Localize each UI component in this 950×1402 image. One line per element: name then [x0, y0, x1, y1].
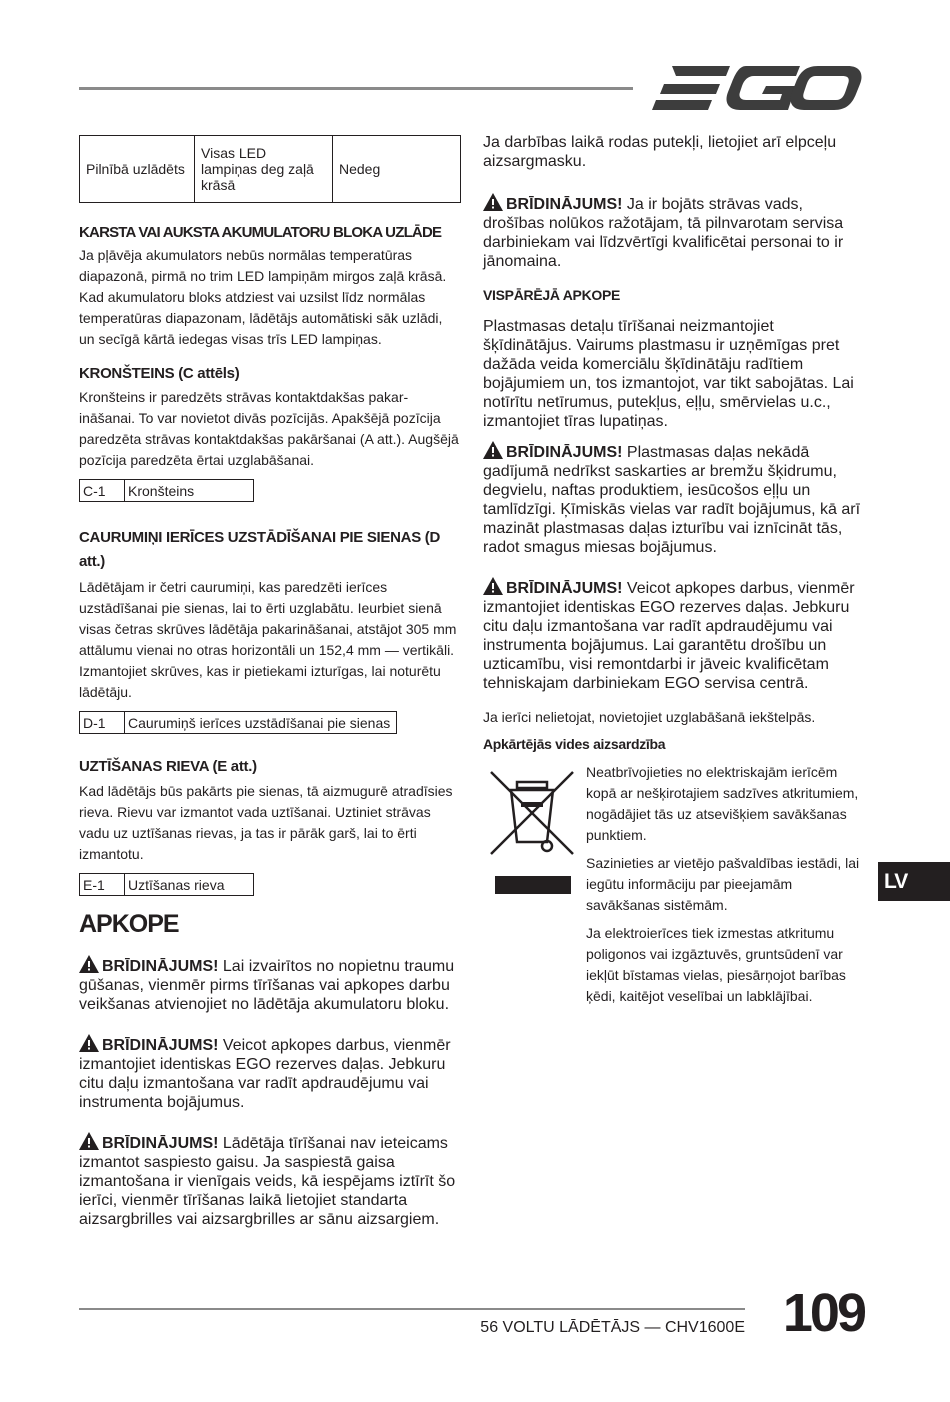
page-section-title: APKOPE: [79, 910, 179, 938]
warning-label: BRĪDINĀJUMS!: [102, 958, 219, 975]
warning-icon: [79, 1034, 99, 1052]
label-text: Caurumiņš ierīces uzstādīšanai pie sienas: [125, 712, 397, 734]
charge-status-table: [79, 135, 461, 203]
section-title: VISPĀRĒJĀ APKOPE: [483, 287, 621, 303]
section-body: Lādētājam ir četri caurumiņi, kas paredzēti ierīces uzstādīšanai pie sienas, lai to ērti uzglabātu. Ieurbiet sienā visas četras skrūves lādētāja pakarināšanai, atstājot 305 mm attālumu vienai no otras horizontāli un 152,4 mm — vertikāli. Izmantojiet skrūves, kas ir pietiekami izturīgas, lai noturētu lādētāju.: [79, 579, 457, 700]
warning-text: Ja ir bojāts strāvas vads, drošības nolūkos ražotājam, tā pilnvarotam servisa darbiniekam vai līdzvērtīgi kvalificētai personai to ir jānomaina.: [483, 196, 844, 270]
warning-text: Veicot apkopes darbus, vienmēr izmantojiet identiskas EGO rezerves daļas. Jebkuru citu daļu izmantošana var radīt apdraudējumu vai instrumenta bojājumus.: [79, 1037, 451, 1111]
right-column: [483, 133, 863, 1007]
paragraph: Ja ierīci nelietojat, novietojiet uzglabāšanā iekštelpās.: [483, 709, 816, 725]
warning-icon: [483, 577, 503, 595]
table-row: [80, 136, 461, 203]
warning-label: BRĪDINĀJUMS!: [102, 1037, 219, 1054]
warning-icon: [79, 955, 99, 973]
environment-text: [586, 762, 863, 1007]
header-rule: [79, 87, 633, 90]
paragraph: Ja elektroierīces tiek izmestas atkritumu poligonos vai izgāztuvēs, gruntsūdenī var iekļūt bīstamas vielas, piesārņojot barības ķēdi, kaitējot veselībai un labklājībai.: [586, 925, 846, 1004]
table-cell: Visas LED lampiņas deg zaļā krāsā: [195, 136, 333, 203]
warning-icon: [79, 1132, 99, 1150]
footer-rule: [79, 1308, 745, 1310]
paragraph: Ja darbības laikā rodas putekļi, lietojiet arī elpceļu aizsargmasku.: [483, 134, 837, 170]
warning-paragraph: [79, 955, 461, 1014]
warning-text: Plastmasas daļas nekādā gadījumā nedrīkst saskarties ar bremžu šķidrumu, degvielu, naftas produktiem, iesūcošos eļļu un tamlīdzīgi. Ķīmiskās vielas var radīt bojājumus, kā arī mazināt plastmasas daļas izturību vai iznīcināt tās, radot smagus miesas bojājumus.: [483, 444, 861, 556]
warning-icon: [483, 193, 503, 211]
language-tab: LV: [878, 862, 950, 901]
section-title: Apkārtējās vides aizsardzība: [483, 736, 666, 752]
warning-paragraph: [483, 577, 863, 693]
footer-title: 56 VOLTU LĀDĒTĀJS — CHV1600E: [480, 1319, 745, 1336]
warning-paragraph: [483, 441, 863, 557]
table-cell: Pilnībā uzlādēts: [80, 136, 195, 203]
crossed-bin-icon: [489, 770, 577, 896]
warning-text: Lai izvairītos no nopietnu traumu gūšanas, vienmēr pirms tīrīšanas vai apkopes darbu veikšanas atvienojiet no lādētāja akumulatoru bloku.: [79, 958, 455, 1013]
ego-logo: [650, 64, 862, 112]
environment-icon-area: [483, 762, 586, 1007]
warning-label: BRĪDINĀJUMS!: [102, 1135, 219, 1152]
section-title: KRONŠTEINS (C attēls): [79, 365, 240, 382]
section-title: KARSTA VAI AUKSTA AKUMULATORU BLOKA UZLĀDE: [79, 224, 442, 241]
section-title: CAURUMIŅI IERĪCES UZSTĀDĪŠANAI PIE SIENAS (D att.): [79, 529, 440, 570]
label-code: C-1: [80, 480, 125, 502]
section-body: Kad lādētājs būs pakārts pie sienas, tā aizmugurē atradīsies rieva. Rievu var izmantot vada uztīšanai. Uztiniet strāvas vadu uz uztīšanas rievas, ja tas ir pārāk garš, lai to ērti izmantotu.: [79, 783, 453, 862]
paragraph: Neatbrīvojieties no elektriskajām ierīcēm kopā ar nešķirotajiem sadzīves atkritumiem, nogādājiet tās uz atsevišķiem savākšanas punktiem.: [586, 764, 859, 843]
section-body: Ja pļāvēja akumulators nebūs normālas temperatūras diapazonā, pirmā no trim LED lampiņām mirgos zaļā krāsā. Kad akumulatoru bloks atdziest vai uzsilst līdz normālas temperatūras diapazonam, lādētājs automātiski sāk uzlādi, un secīgā kārtā iedegas visas trīs LED lampiņas.: [79, 247, 447, 347]
figure-label-table: [79, 711, 397, 734]
figure-label-table: [79, 479, 254, 502]
paragraph: Sazinieties ar vietējo pašvaldības iestādi, lai iegūtu informāciju par pieejamām savākšanas sistēmām.: [586, 855, 860, 913]
page-number: 109: [782, 1283, 864, 1343]
paragraph: Plastmasas detaļu tīrīšanai neizmantojiet šķīdinātājus. Vairums plastmasu ir uzņēmīgas pret dažāda veida komerciālu šķīdinātāju radītiem bojājumiem un, tos izmantojot, var tikt sabojātas. Lai notīrītu netīrumus, putekļus, eļļu, smērvielas u.c., izmantojiet tīras lupatiņas.: [483, 318, 854, 430]
warning-text: Lādētāja tīrīšanai nav ieteicams izmantot saspiesto gaisu. Ja saspiestā gaisa izmantošana ir vienīgais veids, kā iespējams iztīrīt šo ierīci, vienmēr tīrīšanas laikā lietojiet standarta aizsargbrilles vai aizsargbrilles ar sānu aizsargiem.: [79, 1135, 456, 1228]
left-column: [79, 135, 461, 1229]
warning-paragraph: [79, 1132, 461, 1229]
table-cell: Nedeg: [333, 136, 461, 203]
label-text: Uztīšanas rieva: [125, 874, 254, 896]
warning-label: BRĪDINĀJUMS!: [506, 580, 623, 597]
section-title: UZTĪŠANAS RIEVA (E att.): [79, 758, 257, 775]
label-text: Kronšteins: [125, 480, 254, 502]
warning-label: BRĪDINĀJUMS!: [506, 444, 623, 461]
warning-icon: [483, 441, 503, 459]
warning-text: Veicot apkopes darbus, vienmēr izmantojiet identiskas EGO rezerves daļas. Jebkuru citu daļu izmantošana var radīt apdraudējumu vai instrumenta bojājumus. Lai garantētu drošību un uzticamību, visi remontdarbi ir jāveic kvalificētam tehniskajam darbiniekam EGO servisa centrā.: [483, 580, 855, 692]
figure-label-table: [79, 873, 254, 896]
label-code: D-1: [80, 712, 125, 734]
warning-paragraph: [79, 1034, 461, 1112]
environment-block: [483, 762, 863, 1007]
warning-paragraph: [483, 193, 863, 271]
warning-label: BRĪDINĀJUMS!: [506, 196, 623, 213]
section-body: Kronšteins ir paredzēts strāvas kontaktdakšas pakar-ināšanai. To var novietot divās pozīcijās. Apakšējā pozīcija paredzēta strāvas kontaktdakšas pakāršanai (A att.). Augšējā pozīcija paredzēta ērtai uzglabāšanai.: [79, 389, 459, 468]
label-code: E-1: [80, 874, 125, 896]
